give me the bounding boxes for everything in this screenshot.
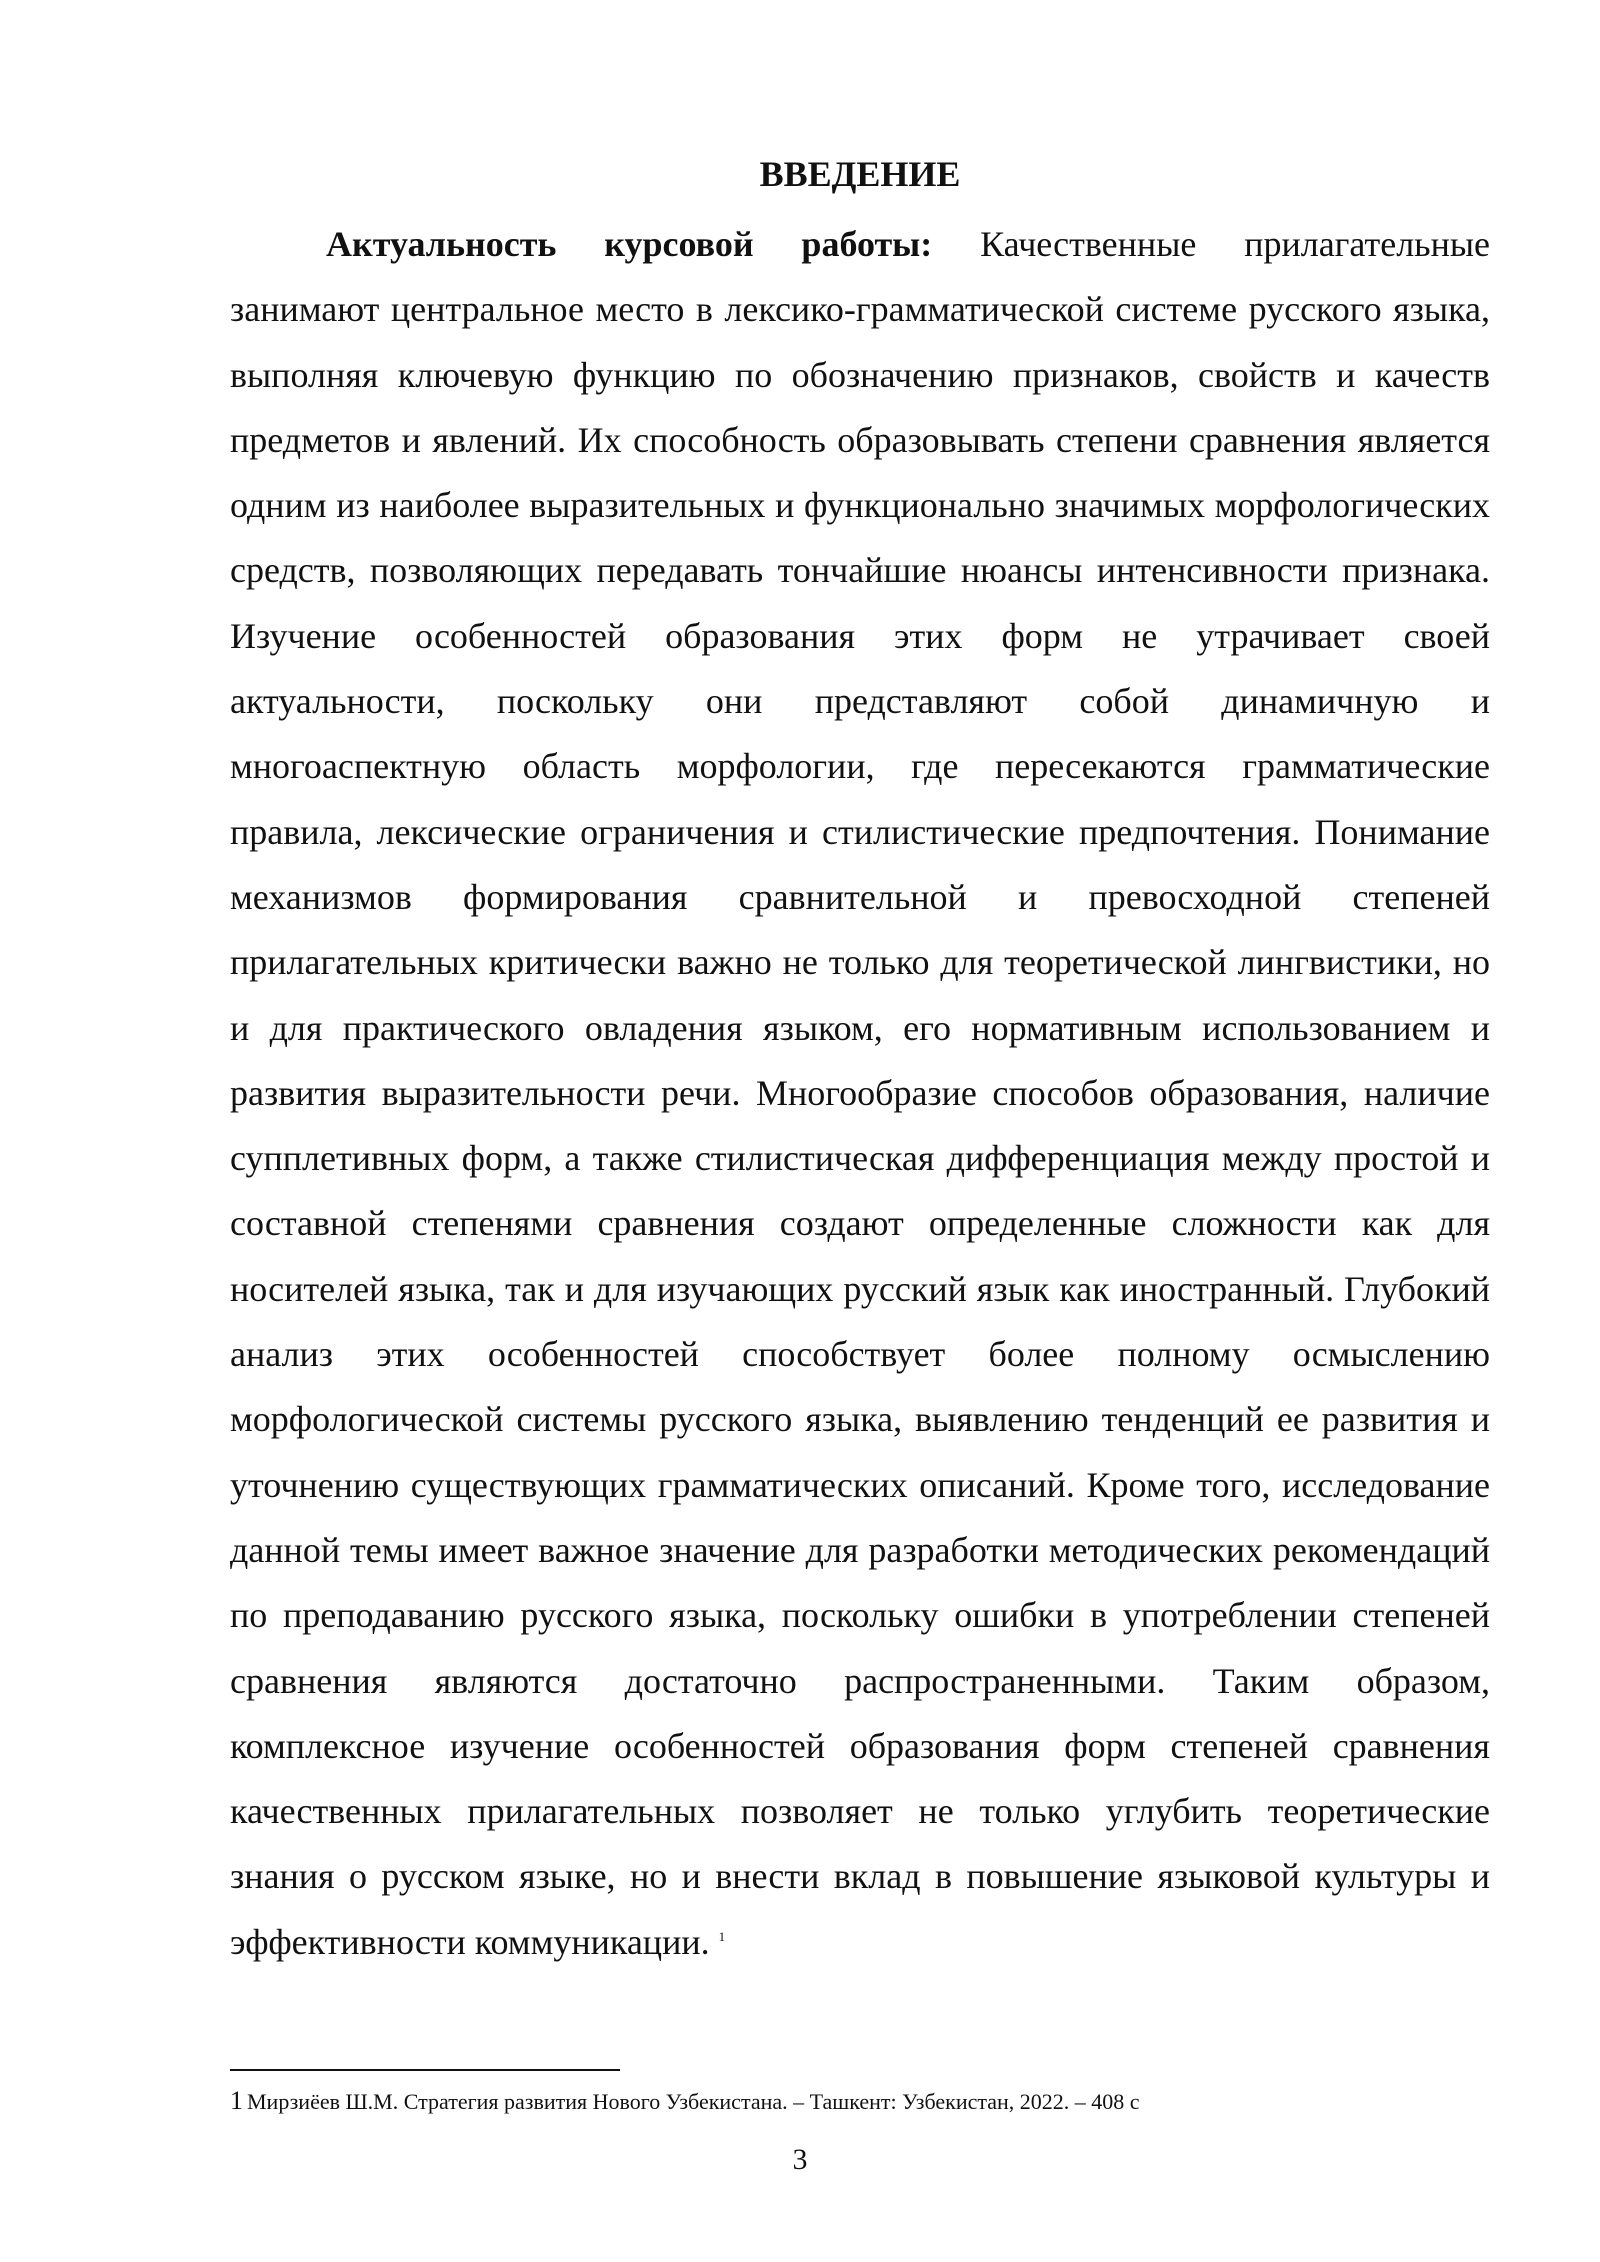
body-text: Качественные прилагательные занимают центральное место в лексико-грамматической системе русского языка, выполняя ключевую функцию по обозначению признаков, свойств и качеств предметов и явлений. Их способность образовывать степени сравнения является одним из наиболее выразительных и функционально значимых морфологических средств, позволяющих передавать тончайшие нюансы интенсивности признака. Изучение особенностей образования этих форм не утрачивает своей актуальности, поскольку они представляют собой динамичную и многоаспектную область морфологии, где пересекаются грамматические правила, лексические ограничения и стилистические предпочтения. Понимание механизмов формирования сравнительной и превосходной степеней прилагательных критически важно не только для теоретической лингвистики, но и для практического овладения языком, его нормативным использованием и развития выразительности речи. Многообразие способов образования, наличие супплетивных форм, а также стилистическая дифференциация между простой и составной степенями сравнения создают определенные сложности как для носителей языка, так и для изучающих русский язык как иностранный. Глубокий анализ этих особенностей способствует более полному осмыслению морфологической системы русского языка, выявлению тенденций ее развития и уточнению существующих грамматических описаний. Кроме того, исследование данной темы имеет важное значение для разработки методических рекомендаций по преподаванию русского языка, поскольку ошибки в употреблении степеней сравнения являются достаточно распространенными. Таким образом, комплексное изучение особенностей образования форм степеней сравнения качественных прилагательных позволяет не только углубить теоретические знания о русском языке, но и внести вклад в повышение языковой культуры и эффективности коммуникации. [230,224,1491,1962]
footnote-separator [230,2069,620,2071]
footnote [230,2086,1490,2117]
body-paragraph [230,212,1490,1975]
lead-phrase: Актуальность курсовой работы: [326,224,933,264]
footnote-number: 1 [230,2086,243,2115]
footnote-text: Мирзиёев Ш.М. Стратегия развития Нового Узбекистана. – Ташкент: Узбекистан, 2022. – 408 с [247,2089,1140,2114]
footnote-reference[interactable]: 1 [718,1928,726,1944]
section-heading: ВВЕДЕНИЕ [759,154,961,194]
page-number: 3 [792,2143,808,2176]
